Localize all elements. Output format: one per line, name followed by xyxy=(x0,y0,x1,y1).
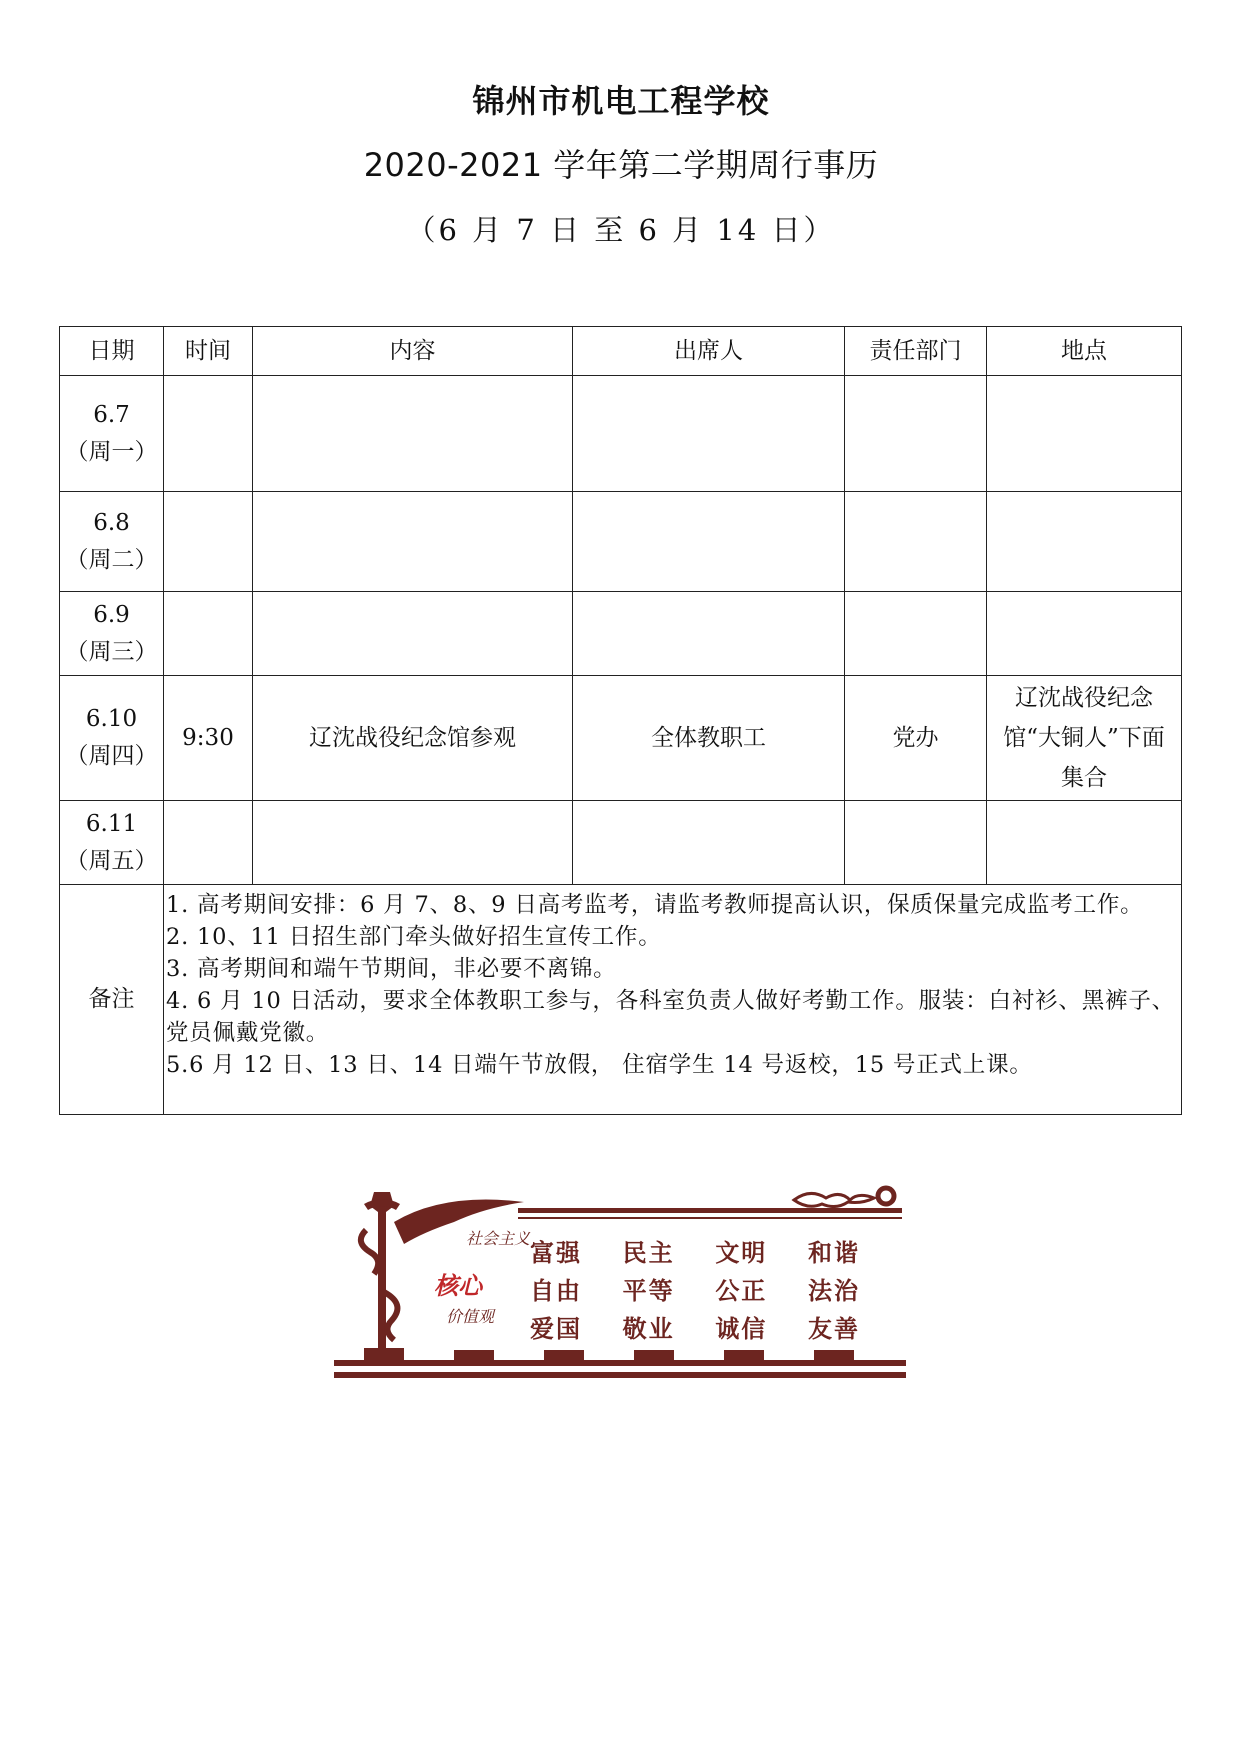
time-cell xyxy=(164,801,253,885)
value-text: 富强 xyxy=(530,1239,582,1267)
banner-vertical-3: 价值观 xyxy=(446,1307,495,1326)
table-row xyxy=(60,801,1182,885)
value-text: 自由 xyxy=(530,1277,582,1305)
weekly-calendar-table xyxy=(59,326,1182,1115)
date-cell xyxy=(60,676,164,801)
value-text: 爱国 xyxy=(530,1315,582,1343)
header-department: 责任部门 xyxy=(845,327,987,376)
table-header-row xyxy=(60,327,1182,376)
date-cell xyxy=(60,492,164,592)
note-item: 1. 高考期间安排：6 月 7、8、9 日高考监考，请监考教师提高认识，保质保量完成监考工作。 xyxy=(166,892,1144,918)
value-text: 民主 xyxy=(622,1239,675,1267)
attendees-cell xyxy=(573,492,845,592)
table-row xyxy=(60,592,1182,676)
notes-row xyxy=(60,885,1182,1115)
location-cell xyxy=(987,592,1182,676)
note-item: 4. 6 月 10 日活动，要求全体教职工参与，各科室负责人做好考勤工作。服装：白衬衫、黑裤子、党员佩戴党徽。 xyxy=(166,988,1175,1046)
value-text: 诚信 xyxy=(715,1315,768,1343)
header-location: 地点 xyxy=(987,327,1182,376)
content-cell xyxy=(253,592,573,676)
department-cell xyxy=(845,592,987,676)
header-attendees: 出席人 xyxy=(573,327,845,376)
time-cell xyxy=(164,592,253,676)
location-cell xyxy=(987,492,1182,592)
date-cell xyxy=(60,376,164,492)
content-cell xyxy=(253,376,573,492)
values-row xyxy=(530,1233,900,1271)
date-cell xyxy=(60,801,164,885)
value-text: 文明 xyxy=(715,1239,768,1267)
table-row xyxy=(60,376,1182,492)
calendar-title: 2020-2021 学年第二学期周行事历 xyxy=(363,146,879,184)
attendees-cell xyxy=(573,801,845,885)
attendees-cell xyxy=(573,376,845,492)
value-text: 敬业 xyxy=(622,1315,675,1343)
values-row xyxy=(530,1309,900,1347)
date-range: （6 月 7 日 至 6 月 14 日） xyxy=(406,213,836,247)
header-date: 日期 xyxy=(60,327,164,376)
weekday: （周二） xyxy=(65,546,158,573)
date: 6.11 xyxy=(85,810,138,837)
notes-label: 备注 xyxy=(60,885,164,1115)
weekday: （周三） xyxy=(65,638,158,665)
date: 6.9 xyxy=(93,601,130,628)
content-cell: 辽沈战役纪念馆参观 xyxy=(253,676,573,801)
date-cell xyxy=(60,592,164,676)
attendees-cell: 全体教职工 xyxy=(573,676,845,801)
note-item: 3. 高考期间和端午节期间，非必要不离锦。 xyxy=(166,956,617,982)
core-values-grid xyxy=(530,1233,900,1347)
note-item: 2. 10、11 日招生部门牵头做好招生宣传工作。 xyxy=(166,924,662,950)
header-content: 内容 xyxy=(253,327,573,376)
value-text: 公正 xyxy=(715,1277,768,1305)
time-cell xyxy=(164,492,253,592)
department-cell xyxy=(845,376,987,492)
header-time: 时间 xyxy=(164,327,253,376)
value-text: 友善 xyxy=(807,1315,860,1343)
date: 6.8 xyxy=(93,509,130,536)
value-text: 法治 xyxy=(807,1277,860,1305)
table-row xyxy=(60,492,1182,592)
weekday: （周四） xyxy=(65,743,158,769)
banner-vertical-2: 核心 xyxy=(434,1271,482,1300)
location-cell: 辽沈战役纪念馆“大铜人”下面集合 xyxy=(987,676,1182,801)
location-cell xyxy=(987,801,1182,885)
department-cell: 党办 xyxy=(845,676,987,801)
content-cell xyxy=(253,492,573,592)
note-item: 5.6 月 12 日、13 日、14 日端午节放假， 住宿学生 14 号返校，15 号正式上课。 xyxy=(166,1052,1033,1078)
attendees-cell xyxy=(573,592,845,676)
notes-cell xyxy=(164,885,1182,1115)
content-cell xyxy=(253,801,573,885)
time-cell xyxy=(164,376,253,492)
banner-vertical-1: 社会主义 xyxy=(466,1229,531,1248)
values-row xyxy=(530,1271,900,1309)
department-cell xyxy=(845,492,987,592)
table-row xyxy=(60,676,1182,801)
time-cell: 9:30 xyxy=(164,676,253,801)
value-text: 平等 xyxy=(622,1277,675,1305)
date: 6.10 xyxy=(85,706,138,733)
weekday: （周五） xyxy=(65,847,158,874)
school-title: 锦州市机电工程学校 xyxy=(472,82,770,120)
weekday: （周一） xyxy=(65,438,158,465)
date: 6.7 xyxy=(93,401,130,428)
value-text: 和谐 xyxy=(807,1239,860,1267)
location-cell xyxy=(987,376,1182,492)
department-cell xyxy=(845,801,987,885)
